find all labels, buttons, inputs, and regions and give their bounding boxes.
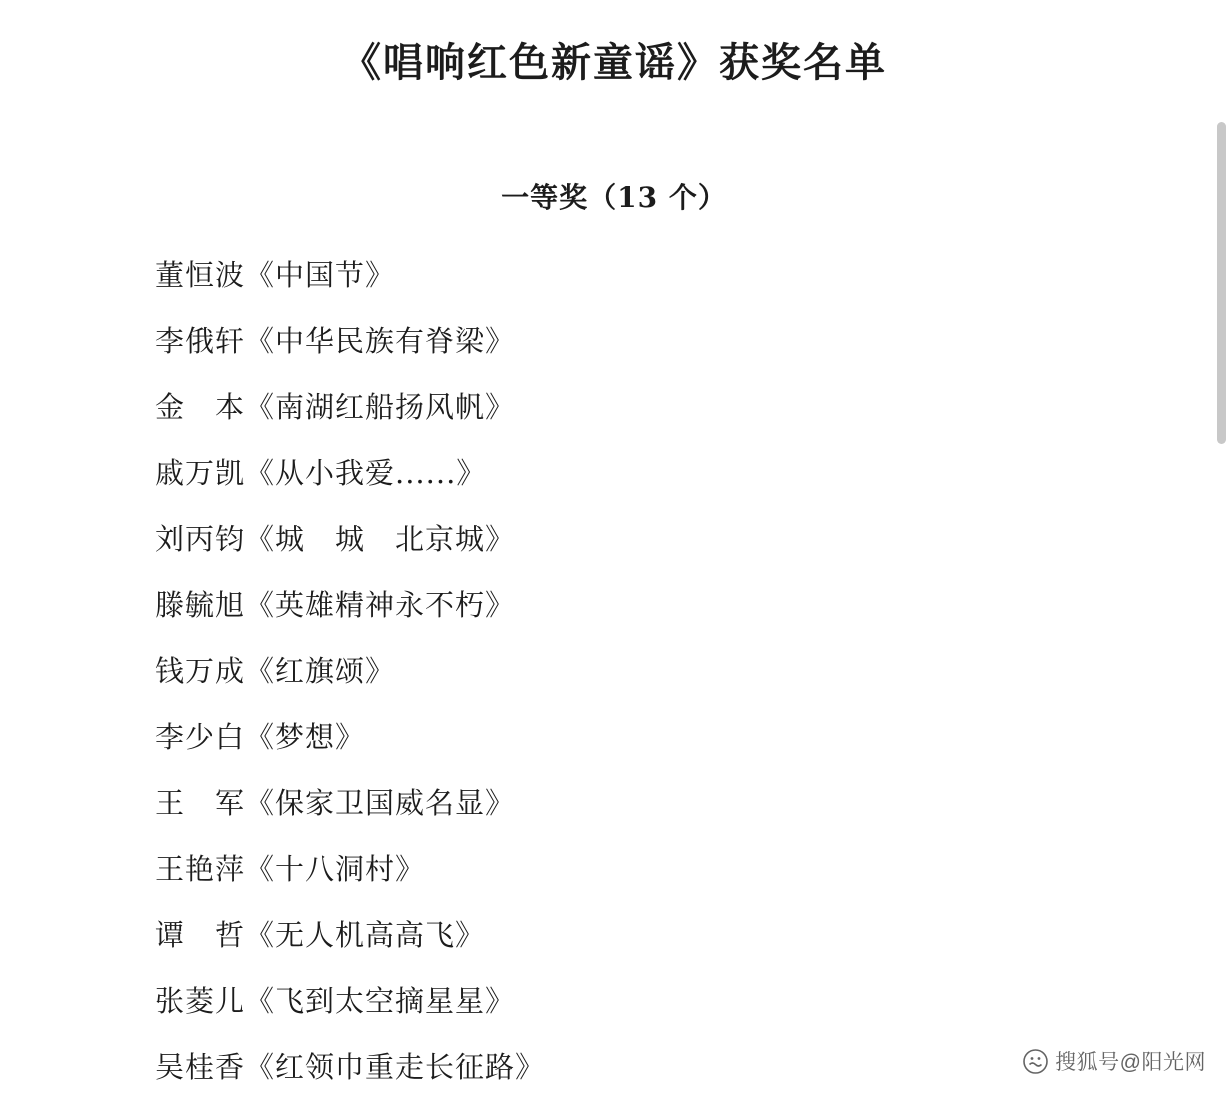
list-item: 董恒波《中国节》 (155, 257, 396, 292)
page-title: 《唱响红色新童谣》获奖名单 (341, 39, 887, 86)
list-item: 王 军《保家卫国威名显》 (155, 785, 516, 820)
award-entry-list (0, 216, 1228, 1100)
list-item: 吴桂香《红领巾重走长征路》 (155, 1049, 546, 1084)
list-item: 滕毓旭《英雄精神永不朽》 (155, 587, 516, 622)
list-item: 戚万凯《从小我爱......》 (155, 455, 487, 490)
watermark-text: 搜狐号@阳光网 (1055, 1051, 1206, 1074)
watermark (1023, 1046, 1206, 1076)
scrollbar[interactable] (1214, 0, 1228, 1094)
list-item: 王艳萍《十八洞村》 (155, 851, 426, 886)
list-item: 谭 哲《无人机高高飞》 (155, 917, 486, 952)
section-heading-first-prize: 一等奖（13 个） (501, 181, 727, 214)
list-item: 李俄轩《中华民族有脊梁》 (155, 323, 516, 358)
list-item: 李少白《梦想》 (155, 719, 366, 754)
sohu-logo-icon (1023, 1049, 1048, 1074)
list-item: 刘丙钧《城 城 北京城》 (155, 521, 516, 556)
scrollbar-thumb[interactable] (1217, 122, 1226, 444)
list-item: 金 本《南湖红船扬风帆》 (155, 389, 516, 424)
list-item: 钱万成《红旗颂》 (155, 653, 396, 688)
list-item: 张菱儿《飞到太空摘星星》 (155, 983, 516, 1018)
